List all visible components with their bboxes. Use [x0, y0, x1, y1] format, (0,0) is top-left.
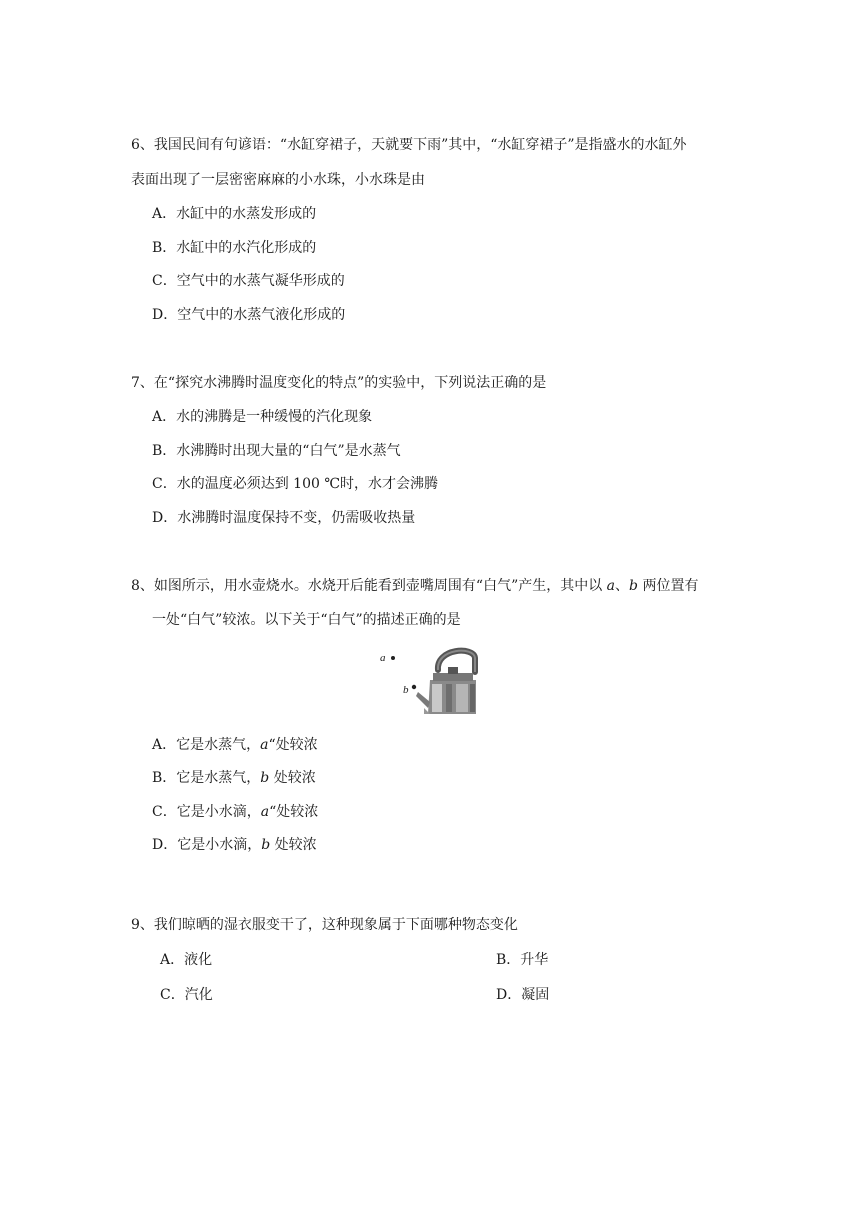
question-6-option-c: C．空气中的水蒸气凝华形成的 [152, 273, 345, 289]
question-8-line-1-text-a: 8、如图所示，用水壶烧水。水烧开后能看到壶嘴周围有“白气”产生，其中以 [131, 578, 607, 594]
question-8-option-a-post: “处较浓 [268, 737, 318, 753]
question-6-line-1: 6、我国民间有句谚语：“水缸穿裙子，天就要下雨”其中，“水缸穿裙子”是指盛水的水缸外 [131, 137, 687, 153]
question-6-option-d: D．空气中的水蒸气液化形成的 [152, 307, 346, 323]
kettle-lid [433, 673, 473, 681]
question-9-option-d: D．凝固 [496, 987, 550, 1003]
point-b-marker [412, 685, 416, 689]
question-8-var-a: a [606, 578, 616, 594]
question-8-line-1 [131, 575, 698, 595]
question-8-option-d-pre: D．它是小水滴， [152, 837, 262, 853]
question-8-option-a-var: a [260, 737, 269, 753]
question-7-option-c: C．水的温度必须达到 100 ℃时，水才会沸腾 [152, 476, 438, 492]
question-8-option-c-pre: C．它是小水滴， [152, 804, 261, 820]
question-8-option-b-pre: B．它是水蒸气， [152, 770, 261, 786]
question-8-var-b: b [629, 578, 638, 594]
figure-label-b: b [403, 684, 409, 696]
question-8-option-c-post: “处较浓 [269, 804, 319, 820]
question-8-option-d-var: b [261, 837, 271, 853]
kettle-spout [416, 692, 430, 708]
question-6-option-a: A．水缸中的水蒸发形成的 [152, 206, 317, 222]
question-9-option-a: A．液化 [160, 952, 213, 968]
question-8-option-b-post: 处较浓 [269, 770, 316, 786]
question-9-option-c: C．汽化 [160, 987, 213, 1003]
question-8-option-a-pre: A．它是水蒸气， [152, 737, 261, 753]
question-6-option-b: B．水缸中的水汽化形成的 [152, 240, 317, 256]
question-9-option-b: B．升华 [496, 952, 549, 968]
question-8-option-c [152, 801, 318, 821]
question-8-line-1-text-b: 两位置有 [638, 578, 699, 594]
question-9-line-1: 9、我们晾晒的湿衣服变干了，这种现象属于下面哪种物态变化 [131, 917, 518, 933]
question-7-line-1: 7、在“探究水沸腾时温度变化的特点”的实验中，下列说法正确的是 [131, 375, 547, 391]
question-8-option-b [152, 767, 316, 787]
kettle-figure [378, 640, 478, 714]
question-8-option-d-post: 处较浓 [270, 837, 317, 853]
question-8-sep: 、 [615, 578, 630, 594]
question-8-option-d [152, 834, 317, 854]
kettle-image [378, 640, 478, 714]
question-8-option-c-var: a [260, 804, 270, 820]
question-6-line-2: 表面出现了一层密密麻麻的小水珠，小水珠是由 [131, 172, 425, 188]
question-8-option-a [152, 734, 318, 754]
question-7-option-b: B．水沸腾时出现大量的“白气”是水蒸气 [152, 443, 401, 459]
question-8-option-b-var: b [260, 770, 270, 786]
figure-label-a: a [380, 652, 386, 664]
point-a-marker [391, 656, 395, 660]
question-7-option-a: A．水的沸腾是一种缓慢的汽化现象 [152, 409, 373, 425]
question-8-line-2: 一处“白气”较浓。以下关于“白气”的描述正确的是 [152, 612, 461, 628]
question-7-option-d: D．水沸腾时温度保持不变，仍需吸收热量 [152, 510, 416, 526]
